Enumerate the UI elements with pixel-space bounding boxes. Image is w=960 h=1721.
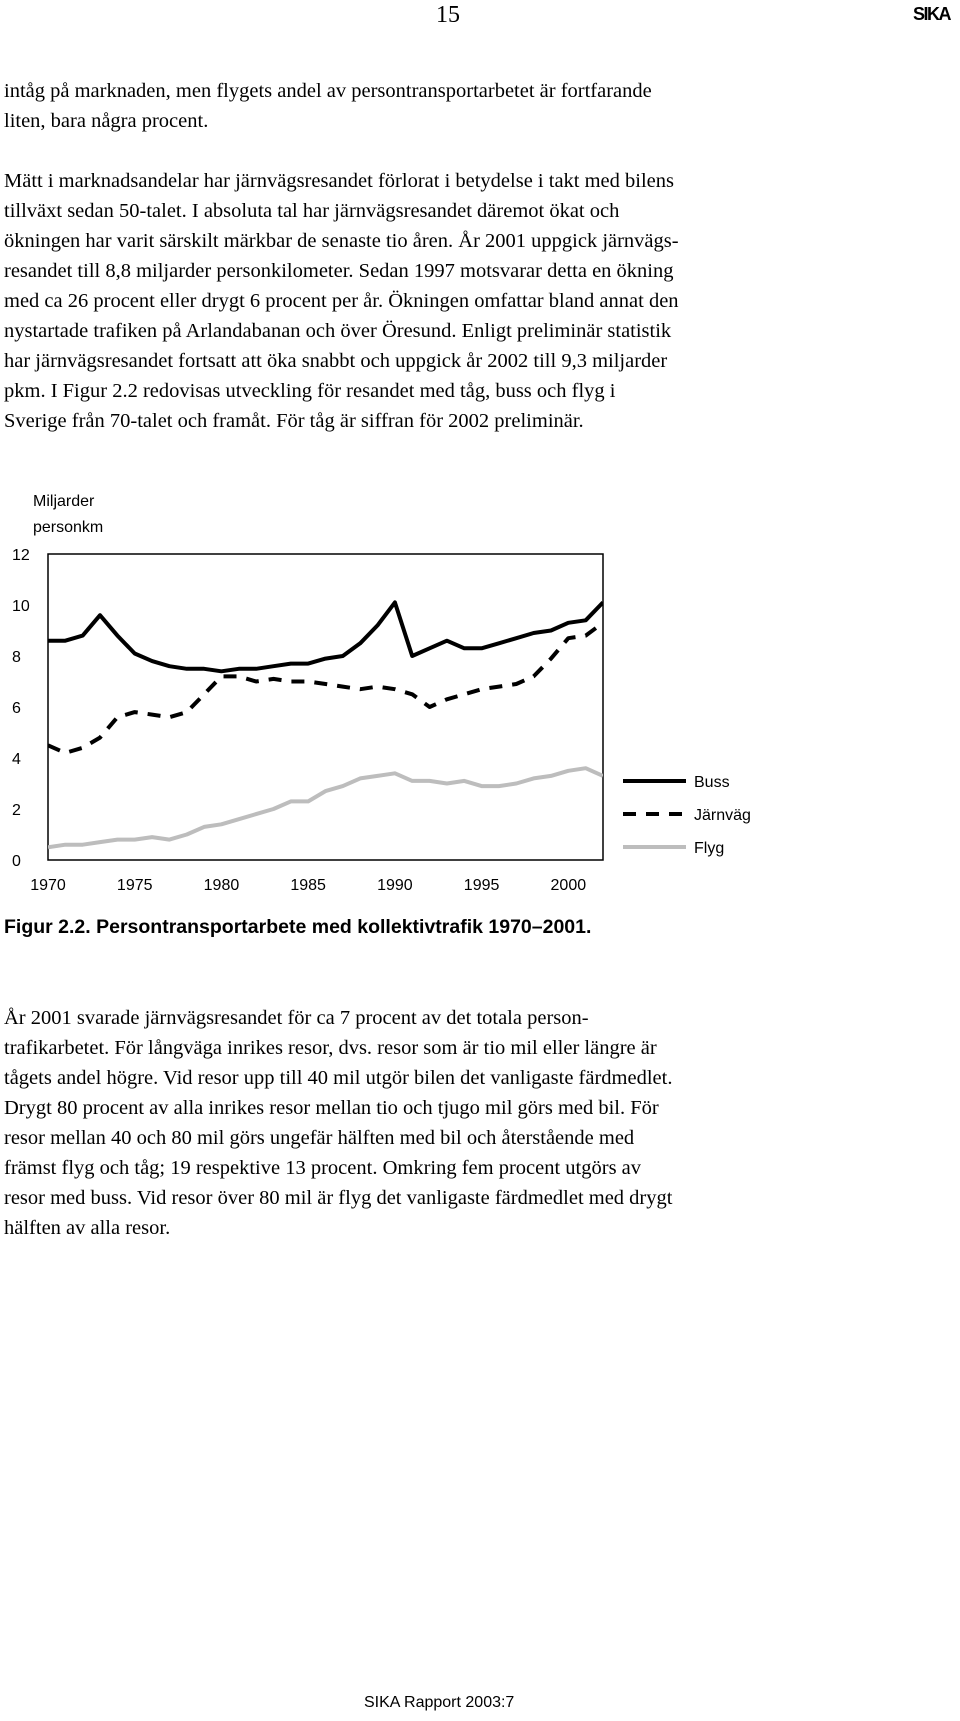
y-tick-label: 10 — [12, 598, 30, 615]
x-tick-label: 1990 — [377, 877, 413, 894]
figure-caption: Figur 2.2. Persontransportarbete med kollektivtrafik 1970–2001. — [4, 916, 592, 938]
paragraph-line: tågets andel högre. Vid resor upp till 40 mil utgör bilen det vanligaste färdmedlet. — [4, 1067, 673, 1089]
page-number: 15 — [436, 2, 460, 28]
y-axis-label: personkm — [33, 519, 104, 536]
paragraph-line: liten, bara några procent. — [4, 110, 209, 132]
y-axis-label: Miljarder — [33, 493, 95, 510]
x-tick-label: 1980 — [203, 877, 240, 894]
paragraph-line: intåg på marknaden, men flygets andel av persontransportarbetet är fortfarande — [4, 80, 652, 102]
page-footer: SIKA Rapport 2003:7 — [364, 1694, 515, 1711]
x-tick-label: 1975 — [116, 877, 153, 894]
y-tick-label: 8 — [12, 649, 21, 666]
legend-label: Buss — [694, 774, 730, 791]
y-tick-label: 4 — [12, 751, 21, 768]
y-tick-label: 12 — [12, 547, 30, 564]
paragraph-line: nystartade trafiken på Arlandabanan och över Öresund. Enligt preliminär statistik — [4, 320, 672, 342]
y-tick-label: 6 — [12, 700, 21, 717]
paragraph-line: Drygt 80 procent av alla inrikes resor mellan tio och tjugo mil görs med bil. För — [4, 1097, 659, 1119]
x-tick-label: 1970 — [30, 877, 66, 894]
y-tick-label: 2 — [12, 802, 21, 819]
x-tick-label: 1985 — [290, 877, 326, 894]
y-tick-label: 0 — [12, 853, 21, 870]
paragraph-line: pkm. I Figur 2.2 redovisas utveckling för resandet med tåg, buss och flyg i — [4, 380, 616, 402]
paragraph-line: Sverige från 70-talet och framåt. För tåg är siffran för 2002 preliminär. — [4, 410, 584, 432]
paragraph-line: resor med buss. Vid resor över 80 mil är flyg det vanligaste färdmedlet med drygt — [4, 1187, 673, 1209]
paragraph-line: hälften av alla resor. — [4, 1217, 171, 1239]
line-chart — [0, 490, 960, 910]
brand-label: SIKA — [912, 4, 950, 24]
legend-label: Järnväg — [694, 807, 751, 824]
plot-area — [48, 554, 603, 860]
paragraph-line: Mätt i marknadsandelar har järnvägsresandet förlorat i betydelse i takt med bilens — [4, 170, 675, 192]
paragraph-line: främst flyg och tåg; 19 respektive 13 procent. Omkring fem procent utgörs av — [4, 1157, 642, 1179]
paragraph-line: resor mellan 40 och 80 mil görs ungefär hälften med bil och återstående med — [4, 1127, 635, 1149]
paragraph-line: resandet till 8,8 miljarder personkilometer. Sedan 1997 motsvarar detta en ökning — [4, 260, 674, 282]
legend-label: Flyg — [694, 840, 725, 857]
x-tick-label: 1995 — [463, 877, 500, 894]
series-line-jrnvg — [48, 623, 603, 753]
paragraph-line: trafikarbetet. För långväga inrikes resor, dvs. resor som är tio mil eller längre är — [4, 1037, 657, 1059]
paragraph-3 — [4, 1003, 904, 1243]
paragraph-line: tillväxt sedan 50-talet. I absoluta tal har järnvägsresandet däremot ökat och — [4, 200, 620, 222]
series-line-flyg — [48, 768, 603, 847]
x-tick-label: 2000 — [550, 877, 587, 894]
series-line-buss — [48, 602, 603, 671]
paragraph-2 — [4, 166, 904, 436]
paragraph-line: har järnvägsresandet fortsatt att öka snabbt och uppgick år 2002 till 9,3 miljarder — [4, 350, 668, 372]
paragraph-line: med ca 26 procent eller drygt 6 procent per år. Ökningen omfattar bland annat den — [4, 290, 679, 312]
paragraph-1 — [4, 76, 904, 136]
paragraph-line: År 2001 svarade järnvägsresandet för ca 7 procent av det totala person- — [4, 1007, 589, 1029]
paragraph-line: ökningen har varit särskilt märkbar de senaste tio åren. År 2001 uppgick järnvägs- — [4, 230, 679, 252]
